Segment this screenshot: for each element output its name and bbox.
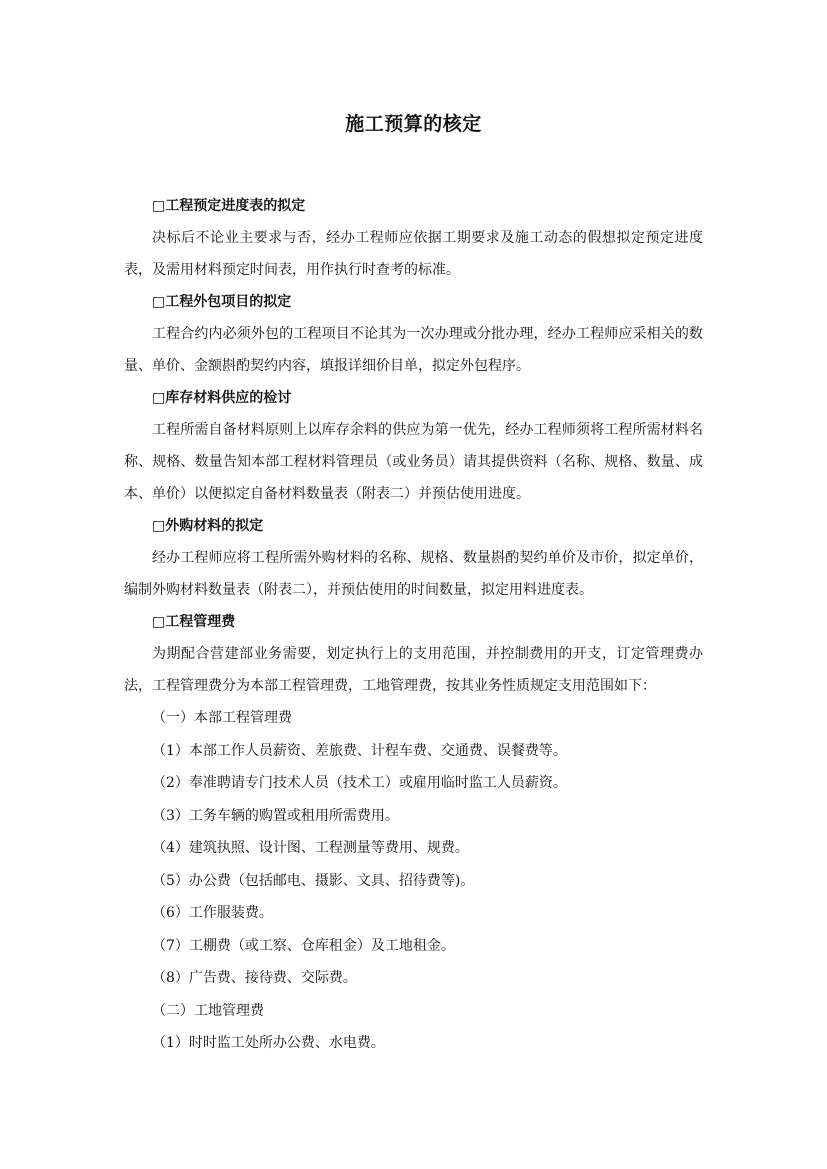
list-item: （7）工棚费（或工察、仓库租金）及工地租金。 bbox=[152, 937, 455, 954]
list-item: （6）工作服装费。 bbox=[152, 905, 273, 921]
list-item: （8）广告费、接待费、交际费。 bbox=[152, 970, 357, 986]
section-paragraph: 工程合约内必须外包的工程项目不论其为一次办理或分批办理，经办工程师应采相关的数量、单价、金额斟酌契约内容，填报详细价目单，拟定外包程序。 bbox=[124, 326, 703, 374]
document-title: 施工预算的核定 bbox=[345, 113, 482, 135]
list-item: （3）工务车辆的购置或租用所需费用。 bbox=[152, 807, 399, 824]
section-heading: □库存材料供应的检讨 bbox=[152, 390, 292, 406]
section-paragraph: 经办工程师应将工程所需外购材料的名称、规格、数量斟酌契约单价及市价，拟定单价，编制外购材料数量表（附表二），并预估使用的时间数量，拟定用料进度表。 bbox=[124, 550, 703, 598]
section-paragraph: 决标后不论业主要求与否，经办工程师应依据工期要求及施工动态的假想拟定预定进度表，及需用材料预定时间表，用作执行时查考的标准。 bbox=[124, 230, 703, 278]
section-paragraph: 工程所需自备材料原则上以库存余料的供应为第一优先，经办工程师须将工程所需材料名称、规格、数量告知本部工程材料管理员（或业务员）请其提供资料（名称、规格、数量、成本、单价）以便拟定自备材料数量表（附表二）并预估使用进度。 bbox=[124, 422, 703, 502]
section-heading: □工程预定进度表的拟定 bbox=[152, 198, 306, 214]
list-item: （1）时时监工处所办公费、水电费。 bbox=[152, 1035, 385, 1051]
section-paragraph: 为期配合营建部业务需要，划定执行上的支用范围，并控制费用的开支，订定管理费办法，工程管理费分为本部工程管理费，工地管理费，按其业务性质规定支用范围如下： bbox=[124, 646, 703, 694]
list-item: （5）办公费（包括邮电、摄影、文具、招待费等)。 bbox=[152, 872, 475, 889]
list-item: （1）本部工作人员薪资、差旅费、计程车费、交通费、误餐费等。 bbox=[152, 742, 567, 759]
list-item: （4）建筑执照、设计图、工程测量等费用、规费。 bbox=[152, 840, 469, 856]
subsection-heading: （一）本部工程管理费 bbox=[152, 710, 292, 726]
subsection-heading: （二）工地管理费 bbox=[152, 1002, 264, 1019]
document-body bbox=[124, 190, 703, 1060]
section-heading: □外购材料的拟定 bbox=[152, 518, 264, 534]
section-heading: □工程管理费 bbox=[152, 614, 236, 630]
section-heading: □工程外包项目的拟定 bbox=[152, 294, 292, 310]
list-item: （2）奉准聘请专门技术人员（技术工）或雇用临时监工人员薪资。 bbox=[152, 775, 567, 791]
